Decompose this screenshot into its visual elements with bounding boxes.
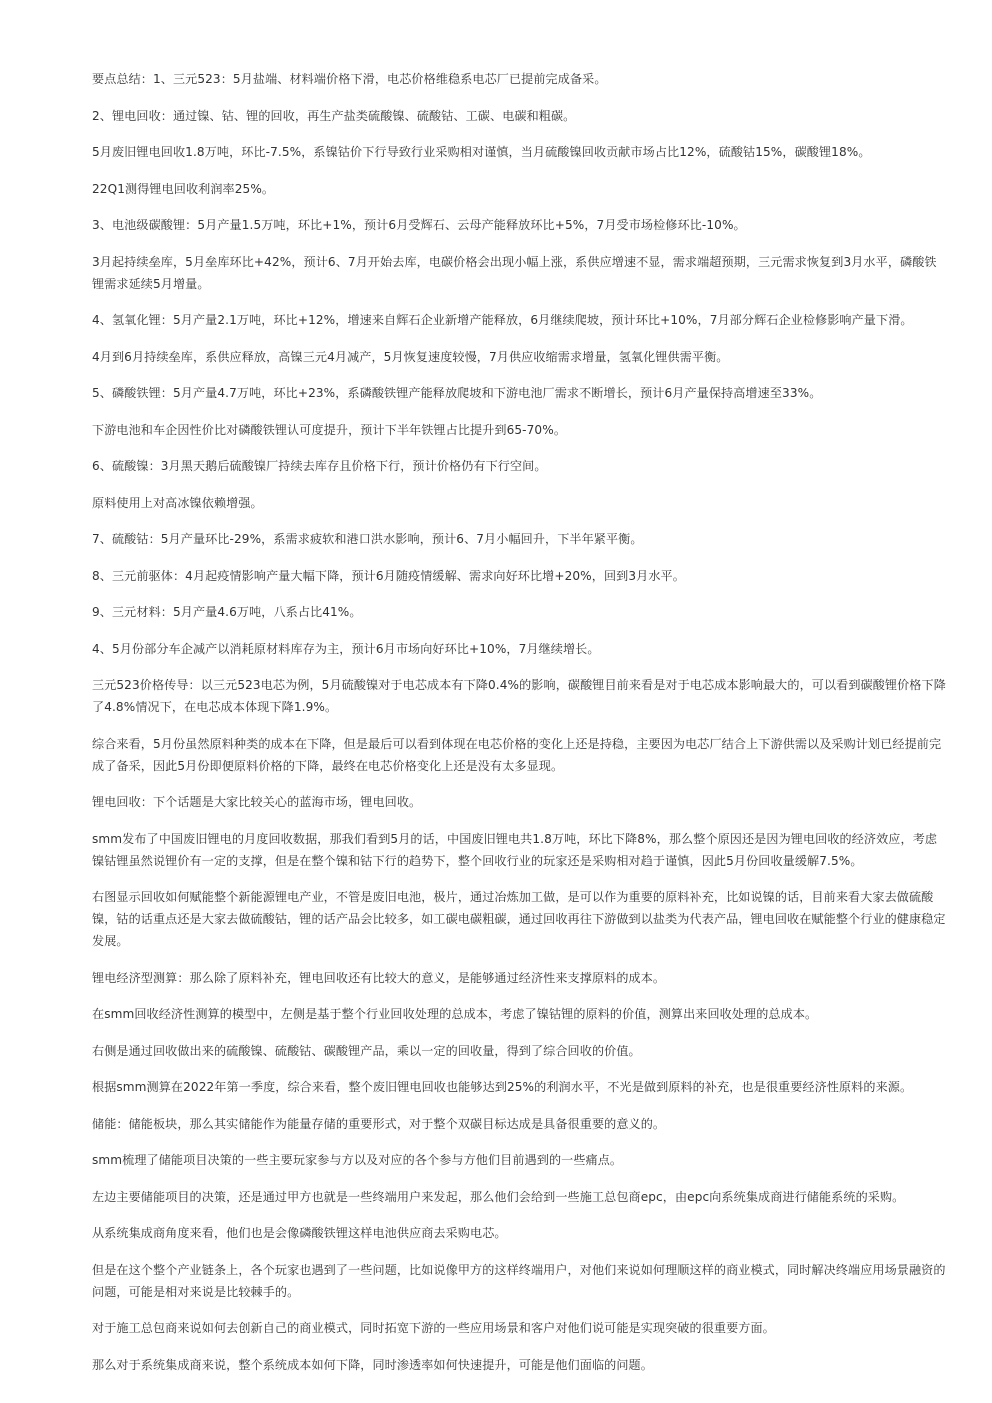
paragraph: 3、电池级碳酸锂：5月产量1.5万吨，环比+1%，预计6月受辉石、云母产能释放环比+5%，7月受市场检修环比-10%。	[92, 218, 746, 232]
paragraph: 4、5月份部分车企减产以消耗原材料库存为主，预计6月市场向好环比+10%，7月继续增长。	[92, 641, 600, 656]
paragraph: 从系统集成商角度来看，他们也是会像磷酸铁锂这样电池供应商去采购电芯。	[92, 1226, 507, 1240]
paragraph: 对于施工总包商来说如何去创新自己的商业模式，同时拓宽下游的一些应用场景和客户对他们说可能是实现突破的很重要方面。	[92, 1321, 775, 1335]
paragraph: 7、硫酸钴：5月产量环比-29%，系需求疲软和港口洪水影响，预计6、7月小幅回升，下半年紧平衡。	[92, 532, 643, 546]
document-body	[92, 68, 946, 1390]
paragraph: 5月废旧锂电回收1.8万吨，环比-7.5%，系镍钴价下行导致行业采购相对谨慎，当月硫酸镍回收贡献市场占比12%，硫酸钴15%，碳酸锂18%。	[92, 145, 871, 159]
paragraph: 锂电经济型测算：那么除了原料补充，锂电回收还有比较大的意义，是能够通过经济性来支撑原料的成本。	[92, 970, 666, 985]
paragraph: 3月起持续垒库，5月垒库环比+42%，预计6、7月开始去库，电碳价格会出现小幅上涨，系供应增速不显，需求端超预期，三元需求恢复到3月水平，磷酸铁锂需求延续5月增量。	[92, 254, 937, 291]
paragraph: 根据smm测算在2022年第一季度，综合来看，整个废旧锂电回收也能够达到25%的利润水平，不光是做到原料的补充，也是很重要经济性原料的来源。	[92, 1080, 913, 1094]
paragraph: 但是在这个整个产业链条上，各个玩家也遇到了一些问题，比如说像甲方的这样终端用户，对他们来说如何理顺这样的商业模式，同时解决终端应用场景融资的问题，可能是相对来说是比较棘手的。	[92, 1262, 946, 1299]
paragraph: 右图显示回收如何赋能整个新能源锂电产业，不管是废旧电池，极片，通过冶炼加工做，是可以作为重要的原料补充，比如说镍的话，目前来看大家去做硫酸镍，钴的话重点还是大家去做硫酸钴，锂的话产品会比较多，如工碳电碳粗碳，通过回收再往下游做到以盐类为代表产品，锂电回收在赋能整个行业的健康稳定发展。	[92, 890, 946, 948]
paragraph: 要点总结：1、三元523：5月盐端、材料端价格下滑，电芯价格维稳系电芯厂已提前完成备采。	[92, 72, 607, 86]
paragraph: 在smm回收经济性测算的模型中，左侧是基于整个行业回收处理的总成本，考虑了镍钴锂的原料的价值，测算出来回收处理的总成本。	[92, 1007, 818, 1021]
paragraph: 那么对于系统集成商来说，整个系统成本如何下降，同时渗透率如何快速提升，可能是他们面临的问题。	[92, 1357, 653, 1372]
paragraph: 6、硫酸镍：3月黑天鹅后硫酸镍厂持续去库存且价格下行，预计价格仍有下行空间。	[92, 459, 547, 473]
paragraph: 三元523价格传导：以三元523电芯为例，5月硫酸镍对于电芯成本有下降0.4%的影响，碳酸锂目前来看是对于电芯成本影响最大的，可以看到碳酸锂价格下降了4.8%情况下，在电芯成本体现下降1.9%。	[92, 678, 946, 714]
paragraph: 4、氢氧化锂：5月产量2.1万吨，环比+12%，增速来自辉石企业新增产能释放，6月继续爬坡，预计环比+10%，7月部分辉石企业检修影响产量下滑。	[92, 313, 913, 327]
paragraph: 综合来看，5月份虽然原料种类的成本在下降，但是最后可以看到体现在电芯价格的变化上还是持稳，主要因为电芯厂结合上下游供需以及采购计划已经提前完成了备采，因此5月份即便原料价格的下降，最终在电芯价格变化上还是没有太多显现。	[92, 736, 942, 773]
paragraph: smm梳理了储能项目决策的一些主要玩家参与方以及对应的各个参与方他们目前遇到的一些痛点。	[92, 1153, 623, 1167]
paragraph: 4月到6月持续垒库，系供应释放，高镍三元4月减产，5月恢复速度较慢，7月供应收缩需求增量，氢氧化锂供需平衡。	[92, 349, 729, 364]
paragraph: 左边主要储能项目的决策，还是通过甲方也就是一些终端用户来发起，那么他们会给到一些施工总包商epc，由epc向系统集成商进行储能系统的采购。	[92, 1189, 905, 1204]
paragraph: 下游电池和车企因性价比对磷酸铁锂认可度提升，预计下半年铁锂占比提升到65-70%。	[92, 422, 567, 437]
paragraph: 9、三元材料：5月产量4.6万吨，八系占比41%。	[92, 605, 362, 619]
paragraph: 5、磷酸铁锂：5月产量4.7万吨，环比+23%，系磷酸铁锂产能释放爬坡和下游电池厂需求不断增长，预计6月产量保持高增速至33%。	[92, 386, 822, 400]
paragraph: 8、三元前驱体：4月起疫情影响产量大幅下降，预计6月随疫情缓解、需求向好环比增+20%，回到3月水平。	[92, 568, 685, 583]
paragraph: 储能：储能板块，那么其实储能作为能量存储的重要形式，对于整个双碳目标达成是具备很重要的意义的。	[92, 1116, 666, 1131]
paragraph: smm发布了中国废旧锂电的月度回收数据，那我们看到5月的话，中国废旧锂电共1.8万吨，环比下降8%，那么整个原因还是因为锂电回收的经济效应，考虑镍钴锂虽然说锂价有一定的支撑，但是在整个镍和钴下行的趋势下，整个回收行业的玩家还是采购相对趋于谨慎，因此5月份回收量缓解7.5%。	[92, 831, 938, 868]
paragraph: 22Q1测得锂电回收利润率25%。	[92, 181, 275, 196]
paragraph: 2、锂电回收：通过镍、钴、锂的回收，再生产盐类硫酸镍、硫酸钴、工碳、电碳和粗碳。	[92, 108, 576, 123]
paragraph: 右侧是通过回收做出来的硫酸镍、硫酸钴、碳酸锂产品，乘以一定的回收量，得到了综合回收的价值。	[92, 1043, 641, 1058]
paragraph: 原料使用上对高冰镍依赖增强。	[92, 495, 263, 510]
paragraph: 锂电回收：下个话题是大家比较关心的蓝海市场，锂电回收。	[92, 795, 422, 809]
